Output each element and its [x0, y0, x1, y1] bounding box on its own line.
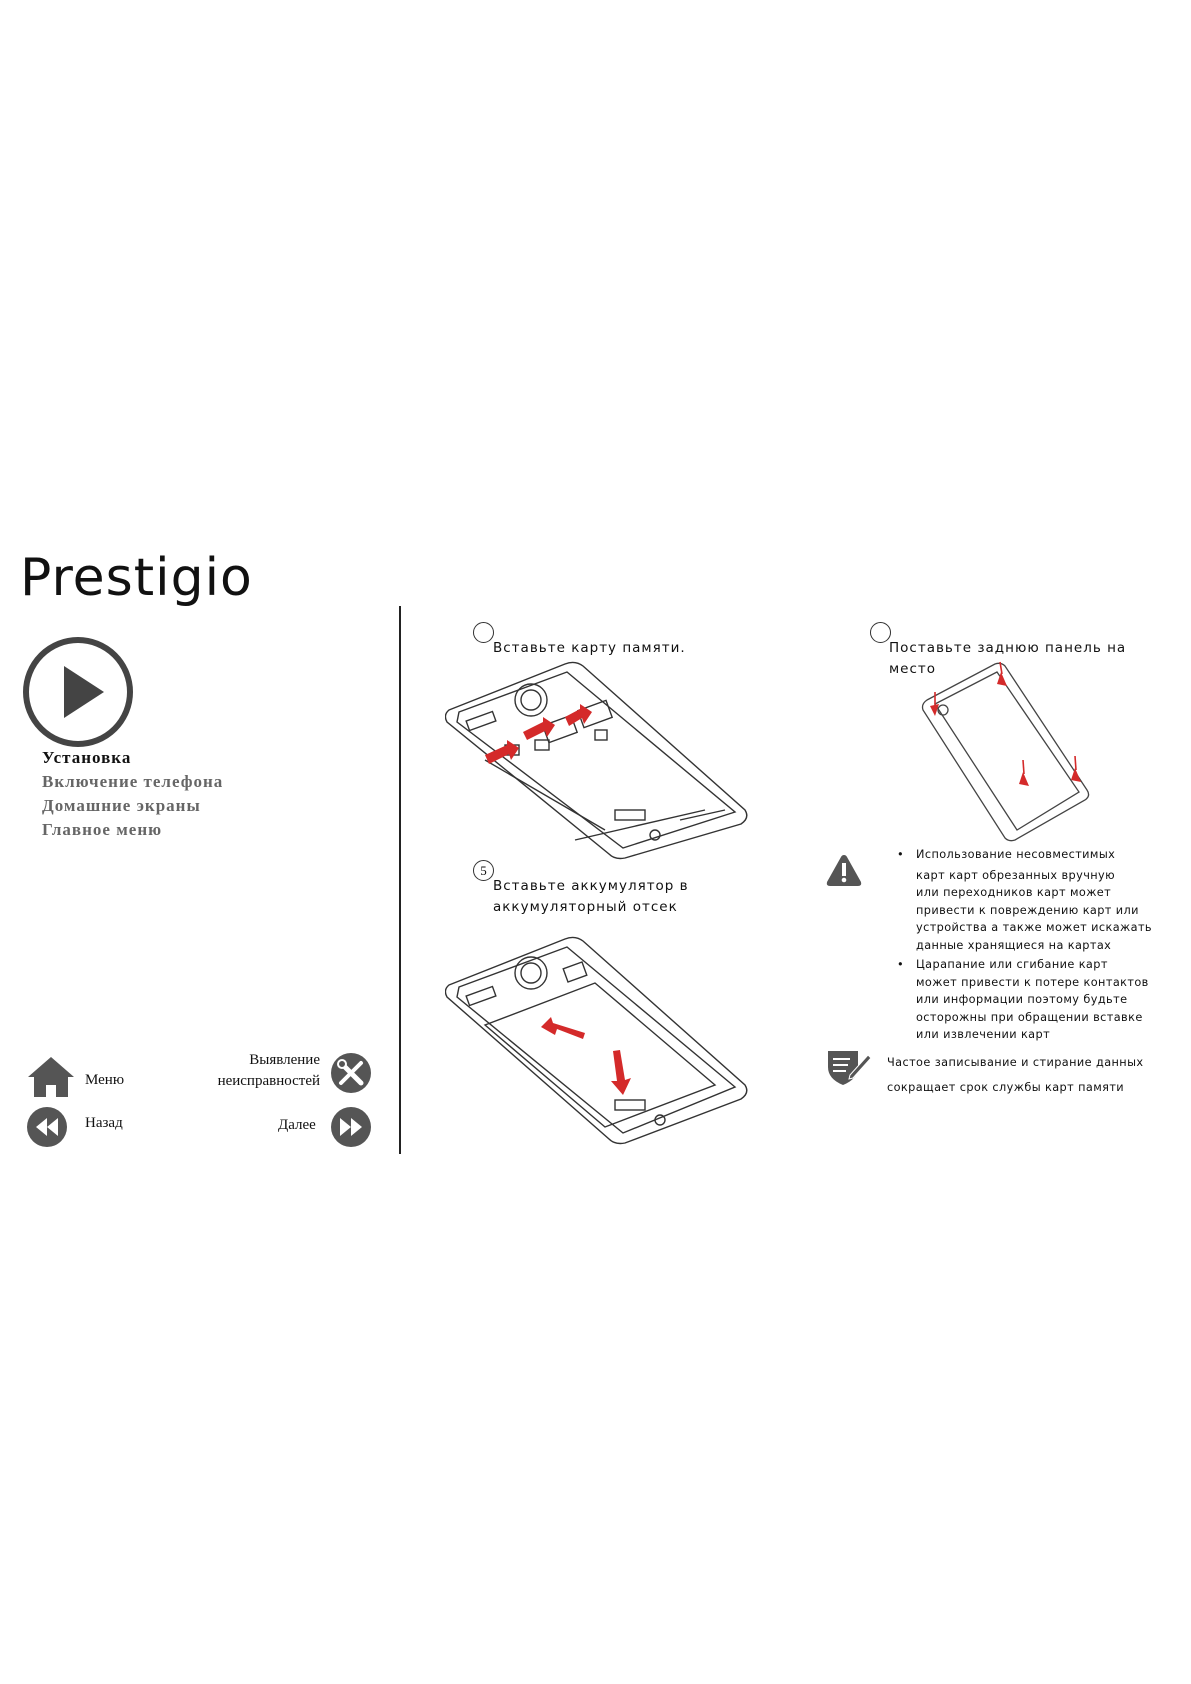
phone-memory-card-illustration: [445, 660, 750, 860]
tip-line2: сокращает срок службы карт памяти: [887, 1081, 1125, 1094]
warning-bullet-2-line4: осторожны при обращении вставке: [916, 1010, 1143, 1024]
nav-item-home-screens[interactable]: Домашние экраны: [42, 796, 201, 815]
troubleshooting-label-line2: неисправностей: [217, 1073, 320, 1089]
step-4-title: Вставьте карту памяти.: [493, 640, 686, 656]
warning-bullet-2-line5: или извлечении карт: [916, 1028, 1051, 1041]
warning-notes: [895, 846, 1155, 1044]
step-6-title-line2: место: [889, 661, 937, 677]
step-5-title-line1: Вставьте аккумулятор в: [493, 878, 689, 894]
play-icon: [22, 636, 134, 748]
step-6-number: [870, 622, 891, 643]
troubleshooting-link[interactable]: [200, 1050, 320, 1092]
warning-bullet-1-line2: карт карт обрезанных вручную: [916, 868, 1116, 882]
nav-item-main-menu[interactable]: Главное меню: [42, 820, 163, 839]
menu-link[interactable]: Меню: [85, 1072, 125, 1088]
next-icon[interactable]: [330, 1106, 372, 1148]
nav-item-power-on[interactable]: Включение телефона: [42, 772, 224, 791]
warning-bullet-1-line3: или переходников карт может: [916, 886, 1112, 899]
next-link[interactable]: Далее: [278, 1117, 316, 1133]
warning-bullet-2-line2: может привести к потере контактов: [916, 975, 1149, 989]
warning-bullet-1-line5: устройства а также может искажать: [916, 921, 1152, 934]
warning-bullet-1-line4: привести к повреждению карт или: [916, 903, 1139, 917]
warning-bullet-1-line1: Использование несовместимых: [916, 848, 1116, 861]
troubleshooting-label-line1: Выявление: [249, 1052, 320, 1068]
note-shield-icon: [824, 1047, 872, 1087]
nav-item-installation[interactable]: Установка: [42, 748, 132, 767]
section-nav: [42, 746, 223, 842]
warning-bullet-2-line1: Царапание или сгибание карт: [916, 958, 1108, 971]
warning-bullet-2-line3: или информации поэтому будьте: [916, 993, 1128, 1006]
warning-bullet-1: [895, 846, 1155, 954]
phone-back-cover-illustration: [915, 660, 1095, 845]
prestigio-logo: Prestigio: [20, 548, 253, 608]
home-icon[interactable]: [26, 1055, 76, 1099]
step-4-number: [473, 622, 494, 643]
step-6-title-line1: Поставьте заднюю панель на: [889, 640, 1127, 656]
step-5-title-line2: аккумуляторный отсек: [493, 899, 678, 915]
warning-bullet-2: [895, 956, 1155, 1044]
warning-bullet-1-line6: данные хранящиеся на картах: [916, 938, 1112, 952]
tip-note: [887, 1050, 1167, 1100]
column-divider: [399, 606, 401, 1154]
back-link[interactable]: Назад: [85, 1115, 123, 1131]
bullet-dot: •: [897, 848, 905, 861]
warning-icon: [826, 853, 862, 887]
bullet-dot: •: [897, 958, 905, 971]
step-5-number: 5: [473, 860, 494, 881]
back-icon[interactable]: [26, 1106, 68, 1148]
step-5-title: [493, 876, 689, 918]
phone-battery-illustration: [445, 935, 750, 1145]
tip-line1: Частое записывание и стирание данных: [887, 1056, 1144, 1069]
tools-icon[interactable]: [330, 1052, 372, 1094]
